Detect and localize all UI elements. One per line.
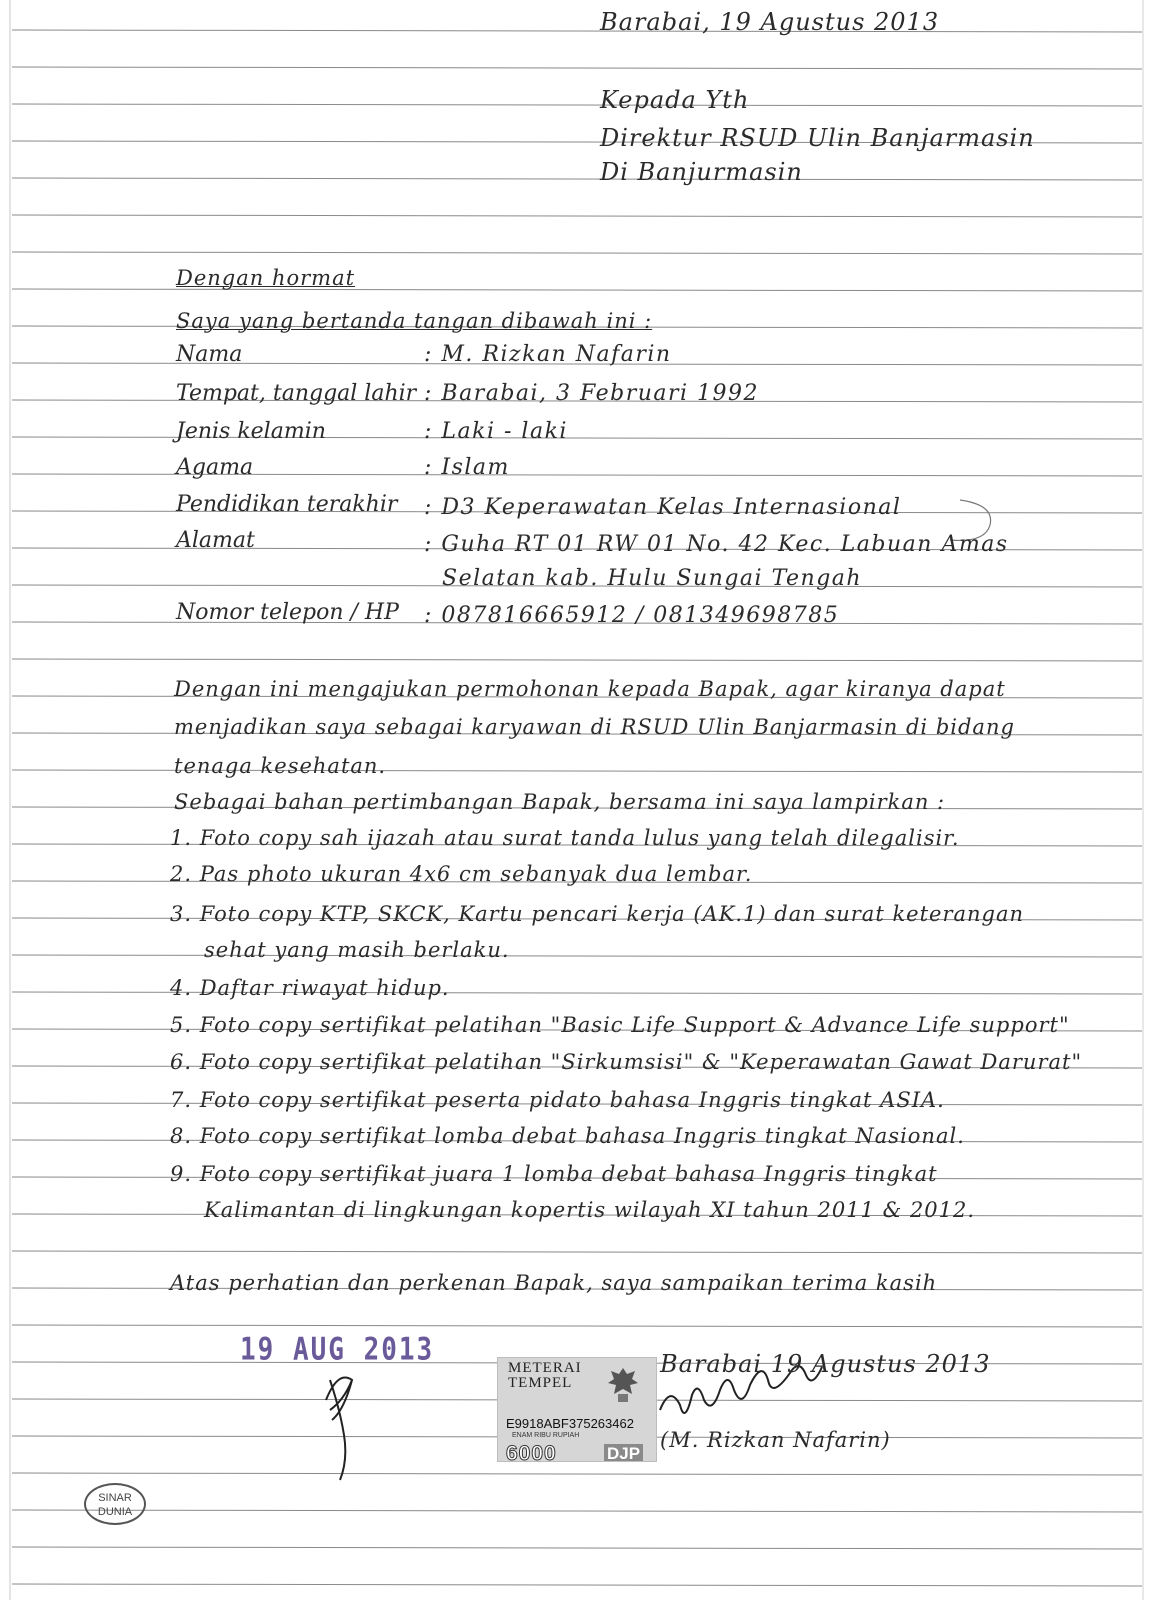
meterai-serial: E9918ABF375263462	[506, 1416, 634, 1431]
attachment-1: 1. Foto copy sah ijazah atau surat tanda lulus yang telah dilegalisir.	[170, 826, 960, 850]
body-line-2: menjadikan saya sebagai karyawan di RSUD Ulin Banjarmasin di bidang	[174, 715, 1015, 739]
field-value-gender: : Laki - laki	[424, 419, 568, 444]
received-date-stamp: 19 AUG 2013	[240, 1332, 435, 1368]
ruled-line	[12, 659, 1142, 661]
recipient-line-1: Kepada Yth	[600, 86, 750, 114]
body-line-4: Sebagai bahan pertimbangan Bapak, bersama ini saya lampirkan :	[174, 790, 946, 814]
attachment-3: 3. Foto copy KTP, SKCK, Kartu pencari kerja (AK.1) dan surat keterangan	[170, 902, 1025, 926]
attachment-2: 2. Pas photo ukuran 4x6 cm sebanyak dua lembar.	[170, 862, 753, 886]
attachment-4: 4. Daftar riwayat hidup.	[170, 976, 450, 1000]
field-label-gender: Jenis kelamin	[176, 419, 326, 444]
meterai-issuer: DJP	[604, 1444, 643, 1462]
ruled-line	[12, 67, 1142, 69]
intro-line: Saya yang bertanda tangan dibawah ini :	[176, 309, 653, 333]
field-value-address-cont: Selatan kab. Hulu Sungai Tengah	[442, 566, 863, 591]
field-value-religion: : Islam	[424, 455, 510, 480]
ruled-line	[12, 1473, 1142, 1475]
ruled-line	[12, 1251, 1142, 1253]
field-label-religion: Agama	[176, 455, 254, 480]
ruled-line	[12, 955, 1142, 957]
field-label-education: Pendidikan terakhir	[176, 492, 398, 517]
attachment-9: 9. Foto copy sertifikat juara 1 lomba debat bahasa Inggris tingkat	[170, 1162, 938, 1186]
ruled-line	[12, 1325, 1142, 1327]
attachment-3-cont: sehat yang masih berlaku.	[204, 938, 510, 962]
paper-brand-logo	[84, 1483, 146, 1525]
closing-line: Atas perhatian dan perkenan Bapak, saya sampaikan terima kasih	[170, 1271, 938, 1295]
greeting: Dengan hormat	[176, 266, 356, 290]
garuda-emblem-icon	[604, 1364, 642, 1408]
attachment-8: 8. Foto copy sertifikat lomba debat bahasa Inggris tingkat Nasional.	[170, 1124, 965, 1148]
signature-date: Barabai 19 Agustus 2013	[660, 1350, 991, 1378]
logo-line-1: SINAR	[98, 1492, 132, 1504]
meterai-value: 6000	[506, 1442, 557, 1462]
field-value-name: : M. Rizkan Nafarin	[424, 342, 672, 367]
attachment-7: 7. Foto copy sertifikat peserta pidato bahasa Inggris tingkat ASIA.	[170, 1088, 945, 1112]
field-label-address: Alamat	[176, 528, 255, 553]
ruled-line	[12, 252, 1142, 254]
ruled-line	[12, 30, 1142, 32]
field-label-name: Nama	[176, 342, 243, 367]
body-line-3: tenaga kesehatan.	[174, 754, 387, 778]
ruled-line	[12, 104, 1142, 106]
letter-date: Barabai, 19 Agustus 2013	[600, 8, 940, 36]
body-line-1: Dengan ini mengajukan permohonan kepada Bapak, agar kiranya dapat	[174, 677, 1006, 701]
logo-line-2: DUNIA	[97, 1506, 133, 1518]
signature-name: (M. Rizkan Nafarin)	[660, 1428, 891, 1452]
recipient-line-2: Direktur RSUD Ulin Banjarmasin	[600, 124, 1035, 152]
ruled-line	[12, 1584, 1142, 1586]
meterai-word-2: TEMPEL	[508, 1375, 573, 1391]
ruled-line	[12, 1547, 1142, 1549]
field-value-address: : Guha RT 01 RW 01 No. 42 Kec. Labuan Amas	[424, 532, 1009, 557]
field-label-birth: Tempat, tanggal lahir	[176, 381, 417, 406]
ruled-line	[12, 178, 1142, 180]
field-value-birth: : Barabai, 3 Februari 1992	[424, 381, 760, 406]
field-value-education: : D3 Keperawatan Kelas Internasional	[424, 495, 902, 520]
meterai-value-text: ENAM RIBU RUPIAH	[512, 1432, 580, 1439]
attachment-6: 6. Foto copy sertifikat pelatihan "Sirkumsisi" & "Keperawatan Gawat Darurat"	[170, 1050, 1083, 1074]
meterai-word-1: METERAI	[508, 1360, 582, 1376]
field-value-phone: : 087816665912 / 081349698785	[424, 603, 840, 628]
ruled-line	[12, 215, 1142, 217]
field-label-phone: Nomor telepon / HP	[176, 600, 399, 625]
attachment-9-cont: Kalimantan di lingkungan kopertis wilayah XI tahun 2011 & 2012.	[204, 1198, 976, 1222]
attachment-5: 5. Foto copy sertifikat pelatihan "Basic Life Support & Advance Life support"	[170, 1013, 1070, 1037]
recipient-line-3: Di Banjurmasin	[600, 158, 803, 186]
meterai-stamp	[497, 1357, 657, 1462]
ruled-line	[12, 1510, 1142, 1512]
